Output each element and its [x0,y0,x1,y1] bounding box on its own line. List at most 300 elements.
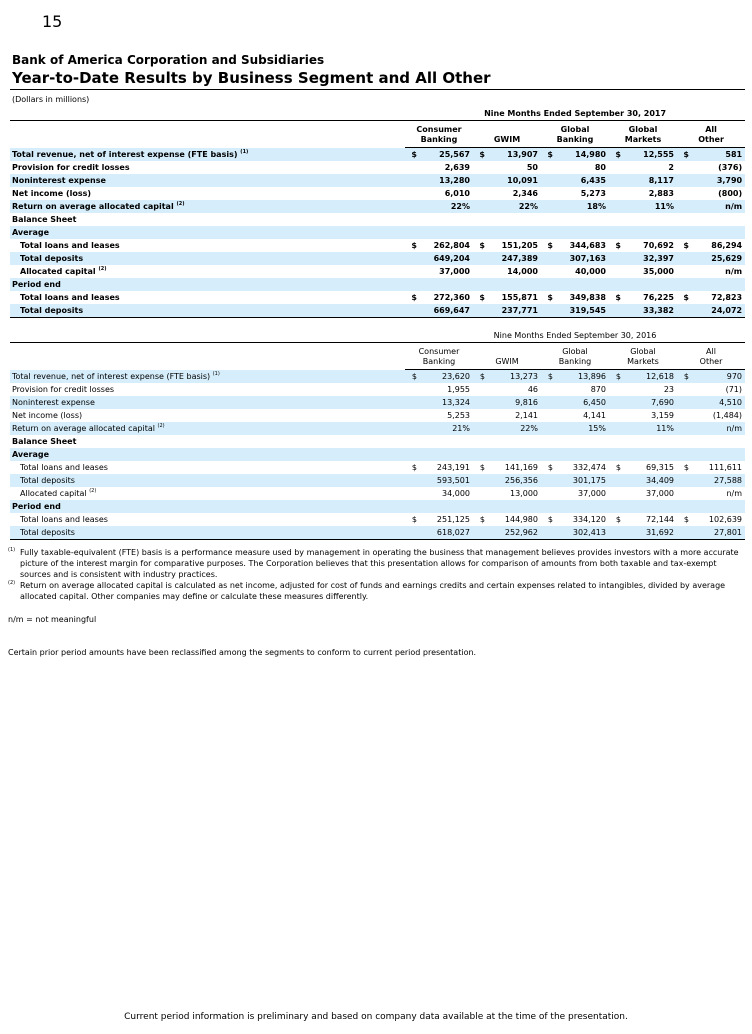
column-header-line2: GWIM [495,357,519,366]
row-label [10,461,405,474]
cell-value: 7,690 [623,396,677,409]
cell-value: 32,397 [623,252,677,265]
column-header-line2: Other [699,357,723,366]
header-spacer [10,108,405,121]
currency-symbol [677,396,691,409]
cell-value: 111,611 [708,463,743,472]
table-row [10,304,745,318]
section-fill [405,448,745,461]
footnote-1 [8,547,746,580]
row-label-text: Return on average allocated capital [12,424,155,433]
currency-symbol: $ [677,370,691,384]
cell-value: n/m [691,200,745,213]
column-header [609,121,677,148]
currency-symbol [541,383,555,396]
row-label [10,396,405,409]
table-row [10,383,745,396]
cell-value: 247,389 [487,252,541,265]
cell-value: 23 [663,385,674,394]
footnote-ref: (2) [98,266,107,272]
currency-symbol [677,200,691,213]
cell-value: 6,435 [555,174,609,187]
currency-symbol [405,174,419,187]
currency-symbol [473,304,487,318]
currency-symbol [473,252,487,265]
row-label-text: Total loans and leases [20,293,120,302]
table-row [10,161,745,174]
currency-symbol [541,304,555,318]
currency-symbol [677,304,691,318]
cell-value: 102,639 [708,515,743,524]
currency-symbol: $ [479,241,485,250]
currency-symbol: $ [473,148,487,162]
currency-symbol: $ [479,293,485,302]
currency-symbol [609,487,623,500]
currency-symbol [473,409,487,422]
column-header-line2: Banking [420,135,458,144]
cell-value: 4,510 [691,396,745,409]
cell-value: 69,315 [646,463,674,472]
footnote-ref: (1) [212,370,220,377]
row-label-text: Total revenue, net of interest expense (FTE basis) [12,371,211,381]
row-label [10,291,405,304]
currency-symbol: $ [479,515,485,524]
cell-value: 581 [691,148,745,162]
row-label-text: Total deposits [20,476,75,485]
footnote-mark: (1) [8,547,16,553]
row-label [10,252,405,265]
currency-symbol [609,265,623,278]
currency-symbol [609,409,623,422]
header-spacer [10,121,405,148]
cell-value: 12,618 [623,370,677,384]
column-header-line2: Other [698,135,724,144]
cell-value: 3,159 [651,411,674,420]
table-row [10,278,745,291]
column-header-line2: Markets [627,357,659,366]
cell-value: 3,790 [691,174,745,187]
table-row [10,239,745,252]
row-label [10,239,405,252]
cell-value: 344,683 [569,241,606,250]
footnote-text: Fully taxable-equivalent (FTE) basis is a performance measure used by management in operating the business that management believes provides investors with a more accurate picture of the interest margin for comparative purposes. The Corporation believes that this presentation allows for comparison of amounts from both taxable and tax-exempt sources and is consistent with industry practices. [20,548,739,579]
cell-value: 6,450 [555,396,609,409]
column-header [473,343,541,370]
title-rule [10,89,745,90]
row-label-text: Total deposits [20,528,75,537]
row-label [10,148,405,162]
cell-value: 307,163 [555,252,609,265]
currency-symbol [609,200,623,213]
section-fill [405,278,745,291]
column-header-line1: All [705,125,717,134]
currency-symbol [473,396,487,409]
footnote-2 [8,580,746,602]
row-label-text: Total loans and leases [20,515,108,524]
currency-symbol: $ [683,293,689,302]
cell-value: 1,955 [447,385,470,394]
column-header [677,121,745,148]
currency-symbol [541,174,555,187]
currency-symbol [677,526,691,540]
cell-value: 76,225 [643,293,674,302]
currency-symbol [405,526,419,540]
cell-value: 14,980 [555,148,609,162]
cell-value: 22% [487,422,541,435]
footnote-mark: (2) [8,580,16,586]
currency-symbol [405,161,419,174]
currency-symbol [677,161,691,174]
units-note: (Dollars in millions) [12,95,90,104]
section-fill [405,213,745,226]
column-header-line2: Banking [558,357,592,366]
currency-symbol: $ [541,148,555,162]
page-number: 15 [42,12,63,31]
cell-value: 302,413 [555,526,609,540]
cell-value: 2 [668,163,674,172]
row-label-text: Return on average allocated capital [12,202,174,211]
row-label [10,448,405,461]
currency-symbol: $ [547,515,553,524]
cell-value: 8,117 [623,174,677,187]
cell-value: 237,771 [487,304,541,318]
currency-symbol [405,474,419,487]
row-label [10,174,405,187]
column-header-line1: All [706,347,716,356]
cell-value: 9,816 [487,396,541,409]
cell-value: 12,555 [623,148,677,162]
currency-symbol: $ [411,463,417,472]
cell-value: 72,144 [646,515,674,524]
currency-symbol: $ [547,463,553,472]
currency-symbol [541,487,555,500]
cell-value: 272,360 [433,293,470,302]
table-row [10,448,745,461]
cell-value: 14,000 [507,267,538,276]
cell-value: 870 [590,385,606,394]
cell-value: 10,091 [487,174,541,187]
row-label-text: Total loans and leases [20,463,108,472]
footnotes [8,547,746,602]
table-row [10,226,745,239]
segment-table-2016 [10,330,745,540]
row-label-text: Balance Sheet [12,215,77,224]
table-row [10,500,745,513]
row-label [10,513,405,526]
table-row [10,291,745,304]
segment-table-2017 [10,108,745,318]
currency-symbol [405,422,419,435]
period-header-row [10,330,745,343]
column-header-line2: Banking [422,357,456,366]
table-row [10,526,745,540]
currency-symbol: $ [683,515,689,524]
row-label [10,265,405,278]
table-row [10,370,745,384]
cell-value: 25,567 [419,148,473,162]
table-row [10,213,745,226]
row-label [10,161,405,174]
currency-symbol: $ [615,293,621,302]
table-row [10,409,745,422]
currency-symbol [541,265,555,278]
cell-value: (1,484) [712,411,743,420]
cell-value: 332,474 [572,463,606,472]
cell-value: 252,962 [487,526,541,540]
currency-symbol [609,187,623,200]
row-label [10,409,405,422]
cell-value: 40,000 [575,267,606,276]
currency-symbol [541,396,555,409]
column-header-line2: Banking [556,135,594,144]
row-label [10,383,405,396]
column-header-row [10,121,745,148]
table-row [10,187,745,200]
cell-value: 37,000 [578,489,606,498]
cell-value: 970 [691,370,745,384]
column-header [609,343,677,370]
cell-value: 15% [555,422,609,435]
currency-symbol [609,174,623,187]
cell-value: 618,027 [419,526,473,540]
currency-symbol [609,161,623,174]
cell-value: 11% [623,200,677,213]
table-row [10,487,745,500]
currency-symbol [609,396,623,409]
row-label [10,278,405,291]
cell-value: 669,647 [419,304,473,318]
row-label-text: Net income (loss) [12,411,83,420]
currency-symbol [541,526,555,540]
footnote-text: Return on average allocated capital is calculated as net income, adjusted for cost of funds and earnings credits and certain expenses related to intangibles, divided by average allocated capital. Other companies may define or calculate these measures differently. [20,581,726,601]
table-row [10,265,745,278]
reclass-note: Certain prior period amounts have been reclassified among the segments to conform to current period presentation. [8,648,477,657]
currency-symbol [405,487,419,500]
cell-value: 319,545 [555,304,609,318]
currency-symbol: $ [547,293,553,302]
cell-value: 34,000 [442,489,470,498]
cell-value: 13,000 [510,489,538,498]
cell-value: 13,280 [419,174,473,187]
row-label [10,304,405,318]
currency-symbol [473,161,487,174]
cell-value: 27,588 [691,474,745,487]
currency-symbol: $ [677,148,691,162]
period-header: Nine Months Ended September 30, 2017 [405,108,745,121]
currency-symbol: $ [683,463,689,472]
header-spacer [10,330,405,343]
cell-value: 37,000 [439,267,470,276]
cell-value: 27,801 [691,526,745,540]
cell-value: 151,205 [501,241,538,250]
currency-symbol: $ [405,148,419,162]
table-row [10,252,745,265]
cell-value: 72,823 [711,293,743,302]
cell-value: n/m [725,267,743,276]
cell-value: 2,639 [444,163,470,172]
column-header-line2: Markets [624,135,662,144]
cell-value: 2,883 [648,189,674,198]
row-label-text: Total loans and leases [20,241,120,250]
currency-symbol [473,200,487,213]
currency-symbol [677,422,691,435]
cell-value: 243,191 [436,463,470,472]
table-row [10,174,745,187]
currency-symbol [677,409,691,422]
currency-symbol [677,174,691,187]
period-header-row [10,108,745,121]
preliminary-note: Current period information is preliminary and based on company data available at the time of the presentation. [124,1012,628,1022]
currency-symbol: $ [609,148,623,162]
row-label [10,187,405,200]
currency-symbol [473,474,487,487]
column-header-line1: Global [630,347,656,356]
row-label [10,500,405,513]
column-header-line2: GWIM [493,135,521,144]
currency-symbol [405,396,419,409]
row-label-text: Total deposits [20,306,84,315]
currency-symbol [473,383,487,396]
currency-symbol [473,174,487,187]
row-label [10,487,405,500]
cell-value: 13,907 [487,148,541,162]
currency-symbol [609,526,623,540]
footnote-ref: (1) [240,148,249,155]
row-label [10,200,405,213]
nm-note: n/m = not meaningful [8,615,97,624]
cell-value: n/m [726,489,743,498]
column-header-line1: Global [562,347,588,356]
cell-value: 5,253 [447,411,470,420]
row-label [10,474,405,487]
cell-value: (800) [718,189,743,198]
currency-symbol: $ [411,241,417,250]
column-header [541,343,609,370]
row-label-text: Noninterest expense [12,398,95,407]
currency-symbol [677,383,691,396]
currency-symbol [609,252,623,265]
table-row [10,513,745,526]
cell-value: 70,692 [643,241,674,250]
row-label [10,422,405,435]
currency-symbol [541,474,555,487]
cell-value: (376) [718,163,743,172]
currency-symbol [541,200,555,213]
currency-symbol [405,304,419,318]
currency-symbol [405,187,419,200]
currency-symbol [473,187,487,200]
row-label-text: Noninterest expense [12,176,106,185]
currency-symbol [541,187,555,200]
table-row [10,422,745,435]
column-header [541,121,609,148]
currency-symbol: $ [615,241,621,250]
row-label-text: Total revenue, net of interest expense (FTE basis) [12,149,238,159]
cell-value: 21% [419,422,473,435]
cell-value: 13,324 [419,396,473,409]
currency-symbol [405,409,419,422]
cell-value: 251,125 [436,515,470,524]
currency-symbol [677,487,691,500]
row-label [10,435,405,448]
table-row [10,396,745,409]
currency-symbol [541,409,555,422]
column-header [473,121,541,148]
cell-value: 262,804 [433,241,470,250]
cell-value: 46 [527,385,538,394]
column-header-row [10,343,745,370]
column-header-line1: Global [628,125,658,134]
currency-symbol: $ [411,515,417,524]
currency-symbol: $ [609,370,623,384]
cell-value: 22% [487,200,541,213]
column-header [677,343,745,370]
currency-symbol [609,383,623,396]
row-label-text: Net income (loss) [12,189,92,198]
cell-value: 334,120 [572,515,606,524]
cell-value: 50 [526,163,538,172]
cell-value: 593,501 [419,474,473,487]
currency-symbol: $ [615,463,621,472]
cell-value: 256,356 [487,474,541,487]
row-label [10,370,405,384]
currency-symbol [677,252,691,265]
currency-symbol [677,265,691,278]
column-header-line1: Global [560,125,590,134]
cell-value: 37,000 [646,489,674,498]
column-header [405,343,473,370]
column-header [405,121,473,148]
cell-value: 24,072 [691,304,745,318]
currency-symbol [677,187,691,200]
currency-symbol [677,474,691,487]
cell-value: 80 [594,163,606,172]
currency-symbol [405,383,419,396]
currency-symbol: $ [615,515,621,524]
footnote-ref: (2) [89,488,97,494]
table-row [10,435,745,448]
cell-value: 649,204 [419,252,473,265]
row-label-text: Period end [12,502,61,511]
section-fill [405,435,745,448]
column-header-line1: Consumer [416,125,462,134]
row-label-text: Provision for credit losses [12,163,130,172]
row-label-text: Average [12,228,50,237]
currency-symbol [405,265,419,278]
column-header-line1: Consumer [418,347,460,356]
cell-value: 4,141 [583,411,606,420]
cell-value: 2,141 [515,411,538,420]
cell-value: 349,838 [569,293,606,302]
cell-value: 2,346 [512,189,538,198]
footnote-ref: (2) [176,201,185,207]
table-row [10,200,745,213]
cell-value: (71) [725,385,743,394]
header-spacer [10,343,405,370]
cell-value: 18% [555,200,609,213]
currency-symbol [541,422,555,435]
footnote-ref: (2) [157,423,165,429]
row-label [10,526,405,540]
cell-value: 141,169 [504,463,538,472]
currency-symbol [473,265,487,278]
cell-value: 35,000 [643,267,674,276]
cell-value: 86,294 [711,241,743,250]
currency-symbol: $ [405,370,419,384]
row-label [10,213,405,226]
row-label-text: Allocated capital [20,489,87,498]
section-fill [405,500,745,513]
